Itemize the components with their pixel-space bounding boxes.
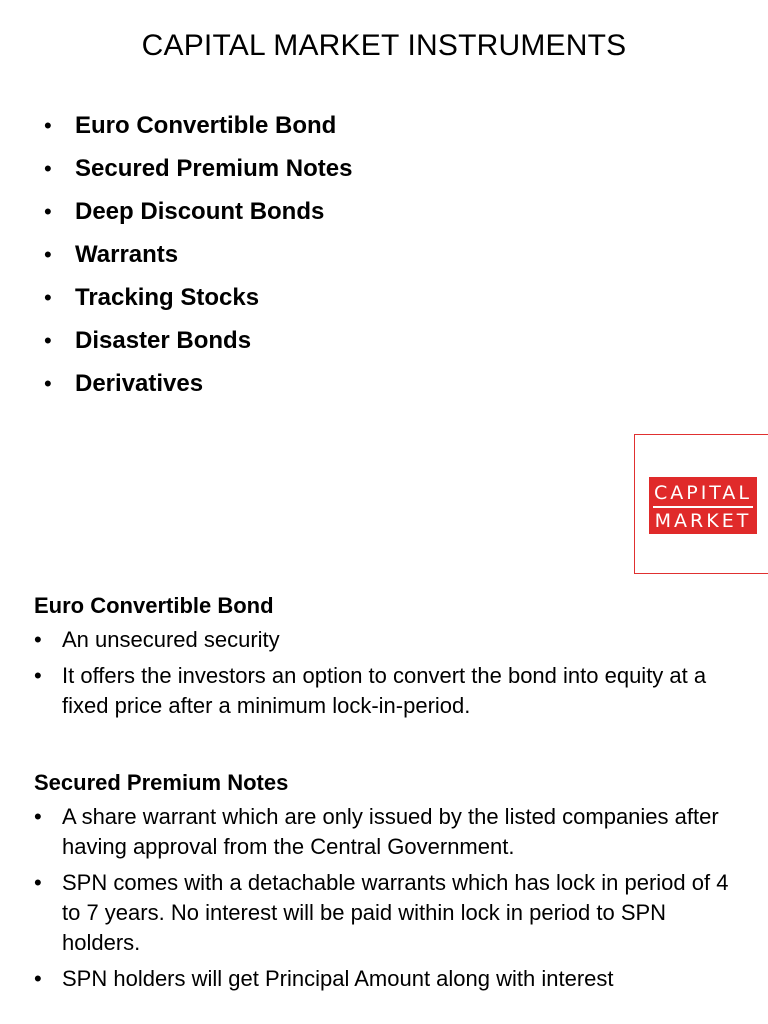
logo-mark bbox=[649, 477, 757, 534]
list-item: • Tracking Stocks bbox=[44, 276, 352, 319]
list-item: • Disaster Bonds bbox=[44, 319, 352, 362]
instrument-list bbox=[44, 104, 352, 405]
section-points bbox=[34, 625, 744, 721]
capital-market-logo bbox=[634, 434, 768, 574]
list-item: • SPN comes with a detachable warrants which has lock in period of 4 to 7 years. No interest will be paid within lock in period to SPN holders. bbox=[34, 868, 744, 958]
page-title: CAPITAL MARKET INSTRUMENTS bbox=[141, 29, 627, 62]
section-points bbox=[34, 802, 744, 994]
list-item: • Secured Premium Notes bbox=[44, 147, 352, 190]
section-secured-premium-notes bbox=[34, 768, 744, 994]
section-heading: Secured Premium Notes bbox=[34, 770, 289, 795]
section-heading: Euro Convertible Bond bbox=[34, 593, 274, 618]
list-item: • Warrants bbox=[44, 233, 352, 276]
list-item: • An unsecured security bbox=[34, 625, 744, 655]
logo-line1: CAPITAL bbox=[653, 482, 753, 504]
list-item: • A share warrant which are only issued by the listed companies after having approval from the Central Government. bbox=[34, 802, 744, 862]
list-item: • Derivatives bbox=[44, 362, 352, 405]
logo-line2: MARKET bbox=[653, 506, 753, 534]
list-item: • SPN holders will get Principal Amount along with interest bbox=[34, 964, 744, 994]
section-euro-convertible-bond bbox=[34, 591, 744, 721]
list-item: • Euro Convertible Bond bbox=[44, 104, 352, 147]
list-item: • It offers the investors an option to convert the bond into equity at a fixed price after a minimum lock-in-period. bbox=[34, 661, 744, 721]
list-item: • Deep Discount Bonds bbox=[44, 190, 352, 233]
